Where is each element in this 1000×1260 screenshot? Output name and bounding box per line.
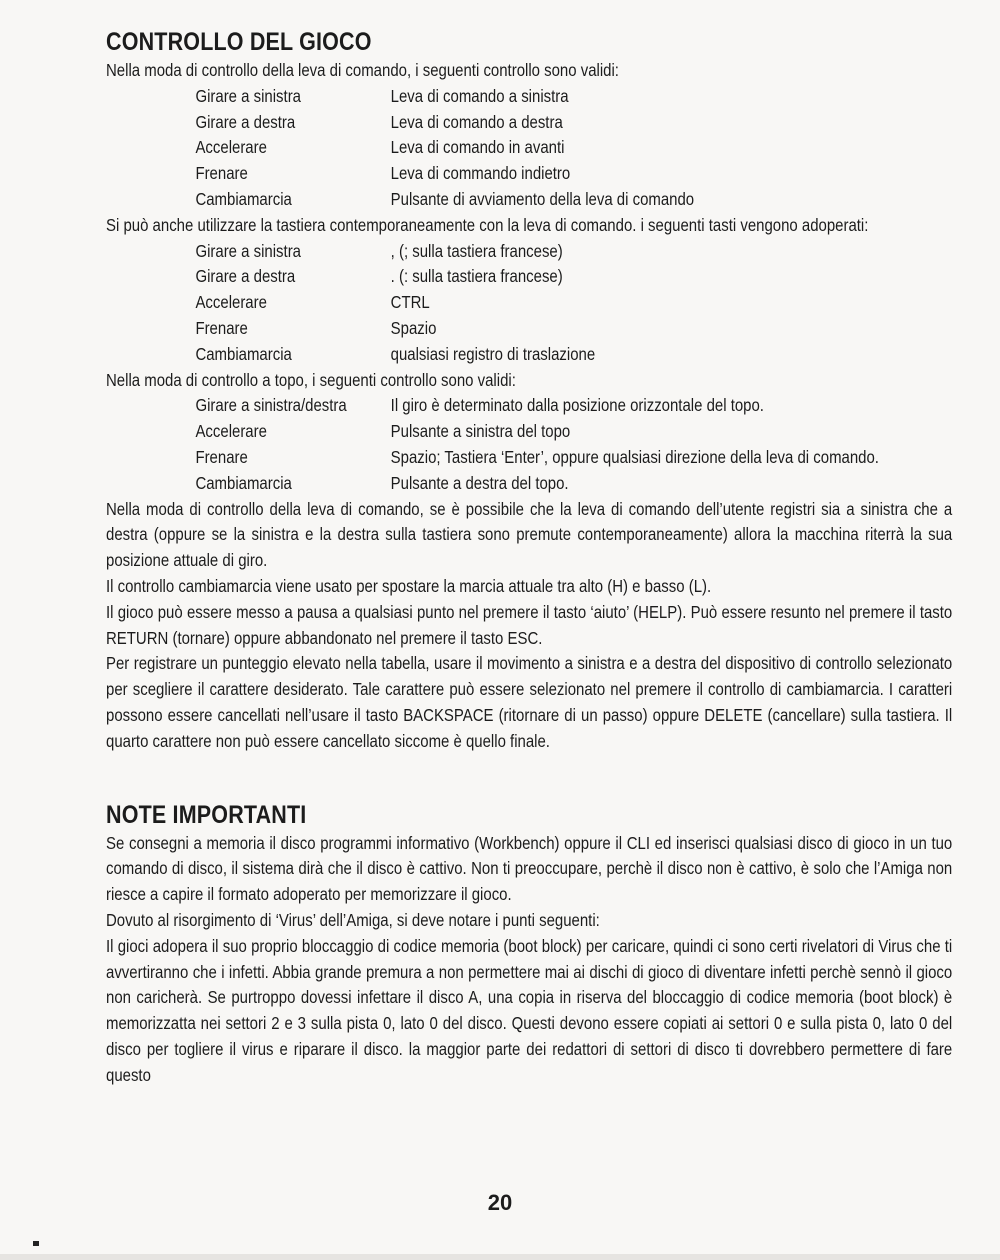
intro-joystick: Nella moda di controllo della leva di comando, i seguenti controllo sono validi: <box>106 60 619 80</box>
section-title-controllo: CONTROLLO DEL GIOCO <box>106 28 372 56</box>
control-row <box>106 445 952 471</box>
control-action: Frenare <box>195 317 248 338</box>
control-row <box>106 342 952 368</box>
mouse-controls-table <box>106 393 952 496</box>
control-action: Girare a sinistra/destra <box>195 395 347 416</box>
control-input: , (; sulla tastiera francese) <box>390 240 563 261</box>
control-row <box>106 419 952 445</box>
control-action: Girare a sinistra <box>195 85 302 106</box>
control-action: Cambiamarcia <box>195 343 292 364</box>
control-row <box>106 316 952 342</box>
control-input: Leva di commando indietro <box>390 163 571 184</box>
control-row <box>106 161 952 187</box>
print-speck <box>33 1241 39 1246</box>
page-content <box>106 26 952 1088</box>
control-row <box>106 84 952 110</box>
control-input: Spazio; Tastiera ‘Enter’, oppure qualsiasi direzione della leva di comando. <box>390 446 879 467</box>
control-action: Girare a sinistra <box>195 240 302 261</box>
section-title-note: NOTE IMPORTANTI <box>106 800 307 829</box>
control-input: qualsiasi registro di traslazione <box>390 343 596 364</box>
joystick-controls-table <box>106 84 952 213</box>
control-row <box>106 110 952 136</box>
paragraph: Per registrare un punteggio elevato nella tabella, usare il movimento a sinistra e a destra del dispositivo di controllo selezionato per scegliere il carattere desiderato. Tale carattere può essere selezionato nel premere il controllo di cambiamarcia. I caratteri possono essere cancellati nell’usare il tasto BACKSPACE (ritornare di un passo) oppure DELETE (cancellare) sulla tastiera. Il quarto carattere non può essere cancellato siccome è quello finale. <box>106 653 953 751</box>
control-row <box>106 239 952 265</box>
paragraph: Il gioco può essere messo a pausa a qualsiasi punto nel premere il tasto ‘aiuto’ (HELP). Può essere resunto nel premere il tasto RETURN (tornare) oppure abbandonato nel premere il tasto ESC. <box>106 601 953 648</box>
control-row <box>106 290 952 316</box>
intro-mouse: Nella moda di controllo a topo, i seguenti controllo sono validi: <box>106 369 516 390</box>
keyboard-controls-table <box>106 239 952 368</box>
control-row <box>106 471 952 497</box>
control-action: Accelerare <box>195 292 267 313</box>
control-input: Leva di comando a destra <box>390 111 563 132</box>
control-row <box>106 187 952 213</box>
control-row <box>106 393 952 419</box>
control-input: CTRL <box>390 292 430 313</box>
intro-keyboard: Si può anche utilizzare la tastiera contemporaneamente con la leva di comando. i seguenti tasti vengono adoperati: <box>106 214 869 235</box>
control-input: . (: sulla tastiera francese) <box>390 266 563 287</box>
control-input: Pulsante a sinistra del topo <box>390 421 571 442</box>
control-input: Leva di comando a sinistra <box>390 85 569 106</box>
control-input: Il giro è determinato dalla posizione orizzontale del topo. <box>390 395 764 416</box>
control-action: Cambiamarcia <box>195 472 292 493</box>
control-action: Girare a destra <box>195 111 296 132</box>
control-action: Frenare <box>195 446 248 467</box>
control-action: Frenare <box>195 163 248 184</box>
control-input: Leva di comando in avanti <box>390 137 565 158</box>
control-action: Accelerare <box>195 137 267 158</box>
paragraph: Se consegni a memoria il disco programmi informativo (Workbench) oppure il CLI ed inserisci qualsiasi disco di gioco in un tuo comando di disco, il sistema dirà che il disco è cattivo. Non ti preoccupare, perchè il disco non è cattivo, è solo che l’Amiga non riesce a capire il formato adoperato per memorizzare il gioco. <box>106 832 953 905</box>
control-action: Girare a destra <box>195 266 296 287</box>
page-number: 20 <box>487 1190 513 1215</box>
control-action: Accelerare <box>195 421 267 442</box>
paragraph: Nella moda di controllo della leva di comando, se è possibile che la leva di comando dell’utente registri sia a sinistra che a destra (oppure se la sinistra e la destra sulla tastiera sono premute contemporaneamente) allora la macchina riterrà la sua posizione attuale di giro. <box>106 498 953 571</box>
control-row <box>106 135 952 161</box>
control-row <box>106 264 952 290</box>
control-input: Pulsante a destra del topo. <box>390 472 569 493</box>
control-input: Spazio <box>390 317 437 338</box>
paragraph: Dovuto al risorgimento di ‘Virus’ dell’Amiga, si deve notare i punti seguenti: <box>106 909 600 930</box>
control-action: Cambiamarcia <box>195 188 292 209</box>
paragraph: Il controllo cambiamarcia viene usato per spostare la marcia attuale tra alto (H) e basso (L). <box>106 575 712 596</box>
paragraph: Il gioci adopera il suo proprio bloccaggio di codice memoria (boot block) per caricare, quindi ci sono certi rivelatori di Virus che ti avvertiranno che i infetti. Abbia grande premura a non permettere mai ai dischi di gioco di diventare infetti perchè sennò il gioco non caricherà. Se purtroppo dovessi infettare il disco A, una copia in riserva del bloccaggio di codice memoria (boot block) è memorizzatta nei settori 2 e 3 sulla pista 0, lato 0 del disco. Questi devono essere copiati ai settori 0 e sulla pista 0, lato 0 del disco per togliere il virus e riparare il disco. la maggior parte dei redattori di settori di disco ti dovrebbero permettere di fare questo <box>106 935 953 1085</box>
page-bottom-edge <box>0 1254 1000 1260</box>
control-input: Pulsante di avviamento della leva di comando <box>390 188 695 209</box>
